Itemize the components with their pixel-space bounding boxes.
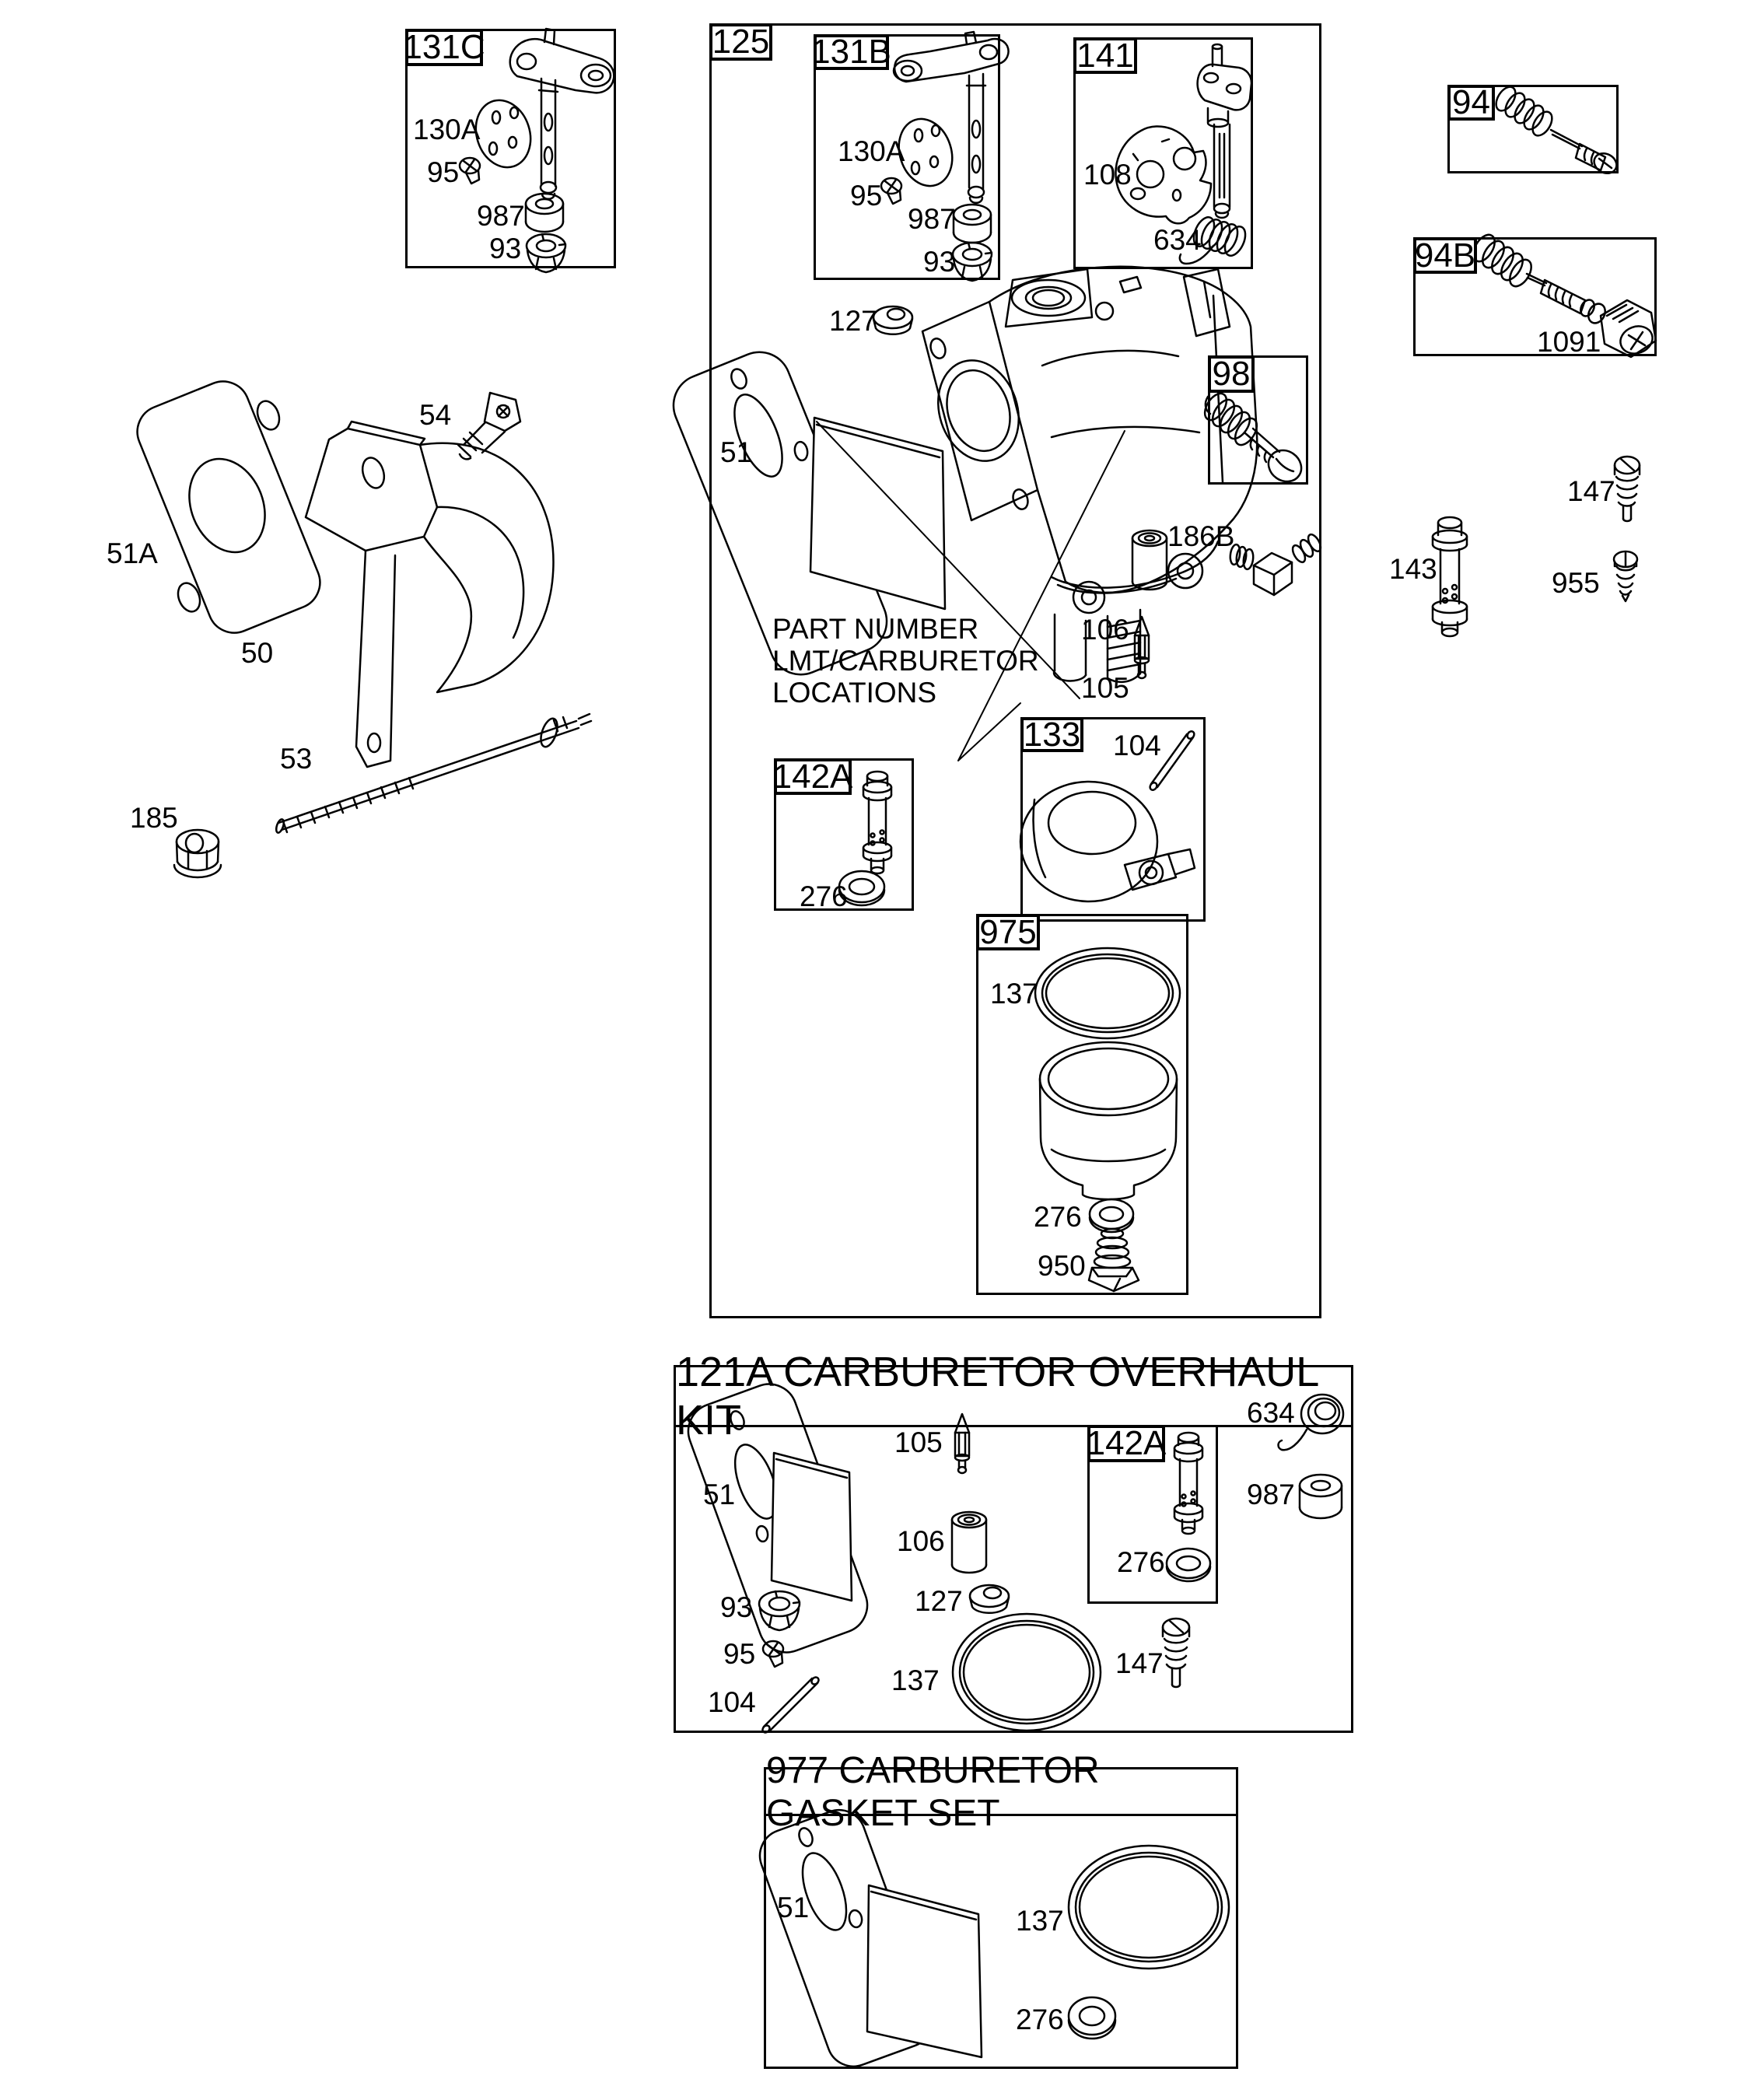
label-276-975: 276 — [1034, 1201, 1082, 1233]
kit-gasket-51-drawing — [681, 1377, 875, 1661]
drain-bolt-950-drawing — [1089, 1229, 1139, 1291]
label-51a: 51A — [107, 537, 158, 569]
intake-manifold-50-drawing — [306, 422, 553, 767]
label-95-131b: 95 — [850, 180, 883, 212]
label-634-141: 634 — [1153, 224, 1202, 256]
tag-98: 98 — [1208, 355, 1255, 393]
label-987-kit: 987 — [1247, 1479, 1295, 1510]
clip-93-131b-drawing — [953, 243, 992, 281]
label-950: 950 — [1038, 1250, 1086, 1282]
grommet-127-drawing — [873, 306, 912, 334]
label-147: 147 — [1567, 475, 1615, 507]
label-106-125: 106 — [1081, 614, 1129, 646]
overhaul-kit-title: 121A CARBURETOR OVERHAUL KIT — [676, 1367, 1351, 1427]
gasket-set-title: 977 CARBURETOR GASKET SET — [766, 1769, 1236, 1816]
filter-106-drawing — [1132, 530, 1167, 590]
label-95-kit: 95 — [723, 1638, 756, 1670]
label-186b: 186B — [1167, 520, 1235, 552]
label-137-kit: 137 — [891, 1664, 940, 1696]
tag-142a-kit: 142A — [1086, 1424, 1167, 1462]
label-1091: 1091 — [1537, 326, 1601, 358]
label-955: 955 — [1552, 567, 1600, 599]
throttle-shaft-131c-drawing — [510, 29, 614, 199]
elbow-fitting-186b-drawing — [1229, 533, 1323, 595]
label-106-kit: 106 — [897, 1525, 945, 1557]
label-276-142a: 276 — [800, 880, 848, 912]
kit-bowl-gasket-137-drawing — [953, 1614, 1101, 1731]
choke-shaft-141-drawing — [1198, 44, 1251, 218]
mixture-valve-1091-drawing — [1601, 300, 1657, 358]
label-276-977: 276 — [1016, 2004, 1064, 2035]
kit-seal-987-drawing — [1300, 1475, 1342, 1518]
screw-95-131b-drawing — [881, 178, 901, 204]
carburetor-location-note: PART NUMBER LMT/CARBURETOR LOCATIONS — [772, 613, 1039, 709]
set-bowl-gasket-137-drawing — [1069, 1846, 1229, 1969]
label-130a-131b: 130A — [838, 135, 905, 167]
tag-141: 141 — [1073, 37, 1137, 74]
label-51-kit: 51 — [703, 1479, 736, 1510]
label-104-kit: 104 — [708, 1686, 756, 1718]
label-108: 108 — [1083, 159, 1132, 191]
tag-133: 133 — [1020, 717, 1083, 752]
label-95-131c: 95 — [427, 156, 460, 188]
label-143: 143 — [1389, 553, 1437, 585]
kit-needle-105-drawing — [955, 1414, 969, 1473]
screw-95-131c-drawing — [460, 158, 480, 184]
stud-53-drawing — [275, 714, 591, 834]
bowl-gasket-137-975-drawing — [1035, 948, 1180, 1038]
label-51-125: 51 — [720, 436, 753, 468]
seal-987-131c-drawing — [526, 194, 563, 232]
kit-screw-147-drawing — [1163, 1619, 1189, 1687]
label-276-kit: 276 — [1117, 1546, 1165, 1578]
label-634-kit: 634 — [1247, 1397, 1295, 1429]
kit-grommet-127-drawing — [970, 1585, 1009, 1613]
float-133-drawing — [1020, 782, 1195, 901]
inlet-needle-105-drawing — [1135, 617, 1149, 678]
screw-54-drawing — [458, 393, 520, 459]
spring-94b-drawing — [1469, 231, 1536, 290]
needle-valve-94-drawing — [1551, 130, 1620, 177]
label-987-131c: 987 — [477, 200, 525, 232]
label-127-kit: 127 — [915, 1585, 963, 1617]
nut-185-drawing — [174, 830, 221, 877]
label-93-131b: 93 — [923, 246, 956, 278]
label-987-131b: 987 — [908, 203, 956, 235]
label-137-975: 137 — [990, 978, 1038, 1010]
label-93-kit: 93 — [720, 1591, 753, 1623]
tag-131c: 131C — [403, 28, 485, 66]
label-137-977: 137 — [1016, 1905, 1064, 1937]
tag-94: 94 — [1447, 85, 1495, 121]
label-147-kit: 147 — [1115, 1647, 1164, 1679]
label-105-125: 105 — [1081, 672, 1129, 704]
nozzle-143-drawing — [1433, 517, 1467, 636]
washer-276-975-drawing — [1090, 1199, 1133, 1232]
tube-142a-drawing — [863, 772, 891, 873]
label-127-125: 127 — [829, 305, 877, 337]
label-93-131c: 93 — [489, 233, 522, 264]
tag-94b: 94B — [1414, 236, 1476, 275]
kit-clip-93-drawing — [759, 1591, 800, 1630]
kit-pin-104-drawing — [761, 1676, 821, 1734]
screw-955-drawing — [1614, 551, 1637, 601]
label-50: 50 — [241, 637, 274, 669]
seal-987-131b-drawing — [954, 205, 991, 243]
kit-filter-106-drawing — [952, 1512, 986, 1573]
label-185: 185 — [130, 802, 178, 834]
tag-142a: 142A — [772, 757, 853, 796]
screw-147-drawing — [1615, 457, 1640, 521]
label-51-977: 51 — [777, 1892, 810, 1923]
mount-gasket-51a-drawing — [129, 373, 327, 641]
label-105-kit: 105 — [894, 1426, 943, 1458]
clip-93-131c-drawing — [527, 234, 565, 272]
label-53: 53 — [280, 743, 313, 775]
tag-131b: 131B — [811, 33, 891, 71]
label-130a-131c: 130A — [413, 114, 481, 145]
idle-speed-screw-98-drawing — [1245, 429, 1307, 488]
tag-975: 975 — [976, 914, 1040, 950]
float-bowl-975-drawing — [1040, 1042, 1177, 1199]
spring-94-drawing — [1493, 83, 1556, 138]
label-104-133: 104 — [1113, 730, 1161, 761]
needle-valve-94b-drawing — [1527, 274, 1608, 326]
tag-125: 125 — [709, 23, 772, 61]
kit-screw-95-drawing — [763, 1641, 783, 1667]
set-gasket-51-drawing — [752, 1803, 982, 2074]
label-54: 54 — [419, 399, 452, 431]
set-washer-276-drawing — [1069, 1997, 1115, 2039]
